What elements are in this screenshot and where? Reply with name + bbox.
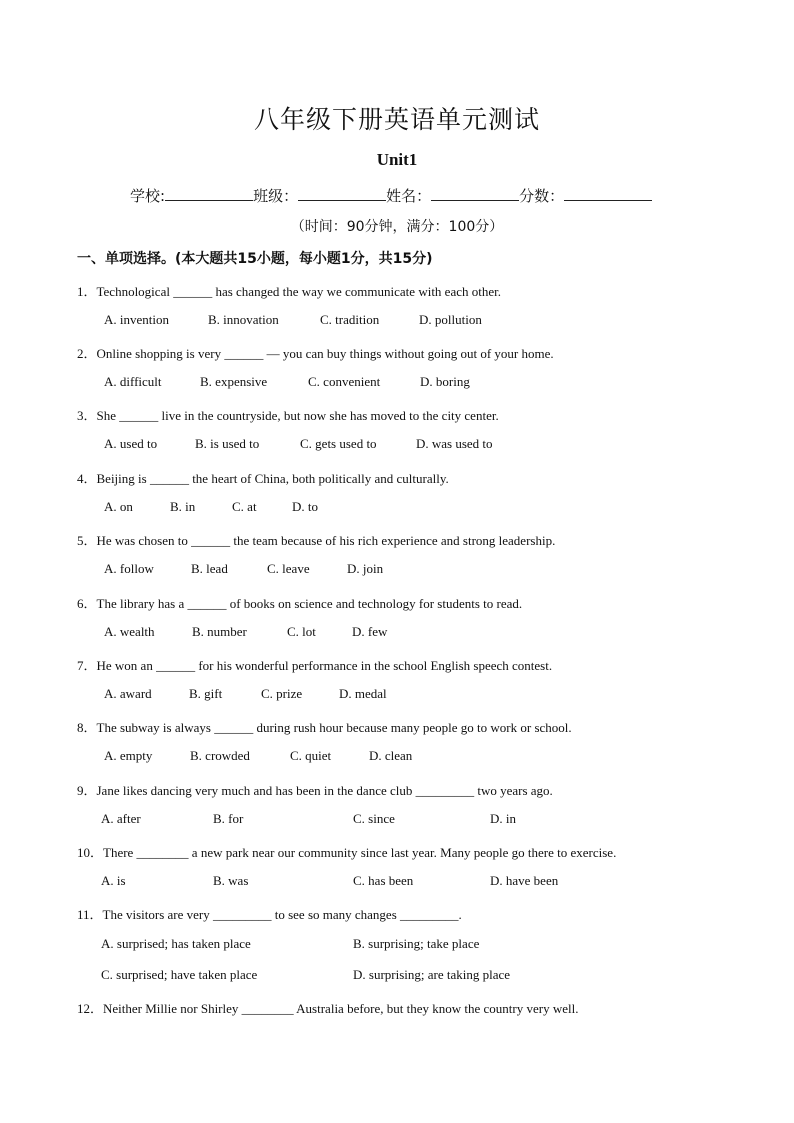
question-8: 8．The subway is always ______ during rush hour because many people go to work or school. xyxy=(77,720,572,735)
q3-option-d: D. was used to xyxy=(416,436,493,451)
question-10: 10．There ________ a new park near our community since last year. Many people go there to exercise. xyxy=(77,845,617,860)
time-info: （时间：90分钟，满分：100分） xyxy=(290,219,504,235)
q4-option-a: A. on xyxy=(104,499,133,514)
q2-option-c: C. convenient xyxy=(308,374,381,389)
q1-option-b: B. innovation xyxy=(208,312,279,327)
q6-option-d: D. few xyxy=(352,624,388,639)
question-3: 3．She ______ live in the countryside, but now she has moved to the city center. xyxy=(77,408,499,423)
q3-option-c: C. gets used to xyxy=(300,436,377,451)
question-4: 4．Beijing is ______ the heart of China, both politically and culturally. xyxy=(77,471,449,486)
student-info-line xyxy=(130,184,652,206)
q1-option-d: D. pollution xyxy=(419,312,482,327)
q9-option-c: C. since xyxy=(353,811,395,826)
q11-option-c: C. surprised; have taken place xyxy=(101,967,258,982)
question-12: 12．Neither Millie nor Shirley ________ Australia before, but they know the country very well. xyxy=(77,1001,579,1016)
q1-option-a: A. invention xyxy=(104,312,169,327)
q11-option-d: D. surprising; are taking place xyxy=(353,967,511,982)
q11-option-a: A. surprised; has taken place xyxy=(101,936,251,951)
q2-option-d: D. boring xyxy=(420,374,470,389)
q7-option-b: B. gift xyxy=(189,686,223,701)
q6-option-c: C. lot xyxy=(287,624,316,639)
name-label: 姓名： xyxy=(386,187,432,205)
q8-option-b: B. crowded xyxy=(190,748,250,763)
q5-option-d: D. join xyxy=(347,561,384,576)
q8-option-c: C. quiet xyxy=(290,748,332,763)
school-label: 学校: xyxy=(130,187,166,205)
question-2: 2．Online shopping is very ______ — you can buy things without going out of your home. xyxy=(77,346,554,361)
q4-option-b: B. in xyxy=(170,499,196,514)
q4-option-c: C. at xyxy=(232,499,257,514)
q9-option-d: D. in xyxy=(490,811,516,826)
q6-option-b: B. number xyxy=(192,624,247,639)
q7-option-c: C. prize xyxy=(261,686,303,701)
question-11: 11．The visitors are very _________ to see so many changes _________. xyxy=(77,907,462,922)
q9-option-a: A. after xyxy=(101,811,141,826)
q6-option-a: A. wealth xyxy=(104,624,155,639)
q10-option-a: A. is xyxy=(101,873,126,888)
score-blank xyxy=(564,184,652,201)
q5-option-c: C. leave xyxy=(267,561,310,576)
q8-option-d: D. clean xyxy=(369,748,413,763)
class-blank xyxy=(298,184,386,201)
q8-option-a: A. empty xyxy=(104,748,153,763)
school-blank xyxy=(165,184,253,201)
name-blank xyxy=(431,184,519,201)
q1-option-c: C. tradition xyxy=(320,312,380,327)
q7-option-d: D. medal xyxy=(339,686,387,701)
q2-option-b: B. expensive xyxy=(200,374,268,389)
q11-option-b: B. surprising; take place xyxy=(353,936,480,951)
q9-option-b: B. for xyxy=(213,811,244,826)
question-9: 9．Jane likes dancing very much and has been in the dance club _________ two years ago. xyxy=(77,783,553,798)
page-title: 八年级下册英语单元测试 xyxy=(253,105,540,134)
question-7: 7．He won an ______ for his wonderful performance in the school English speech contest. xyxy=(77,658,553,673)
question-6: 6．The library has a ______ of books on science and technology for students to read. xyxy=(77,596,523,611)
class-label: 班级： xyxy=(253,187,299,205)
q7-option-a: A. award xyxy=(104,686,152,701)
section-heading: 一、单项选择。(本大题共15小题，每小题1分，共15分) xyxy=(77,251,433,267)
q5-option-b: B. lead xyxy=(191,561,228,576)
q10-option-b: B. was xyxy=(213,873,249,888)
question-5: 5．He was chosen to ______ the team because of his rich experience and strong leadership. xyxy=(77,533,556,548)
q10-option-c: C. has been xyxy=(353,873,414,888)
q3-option-a: A. used to xyxy=(104,436,158,451)
score-label: 分数： xyxy=(519,187,565,205)
q10-option-d: D. have been xyxy=(490,873,559,888)
q5-option-a: A. follow xyxy=(104,561,154,576)
q4-option-d: D. to xyxy=(292,499,318,514)
q3-option-b: B. is used to xyxy=(195,436,260,451)
question-1: 1．Technological ______ has changed the way we communicate with each other. xyxy=(77,284,501,299)
q2-option-a: A. difficult xyxy=(104,374,162,389)
unit-title: Unit1 xyxy=(376,150,418,169)
